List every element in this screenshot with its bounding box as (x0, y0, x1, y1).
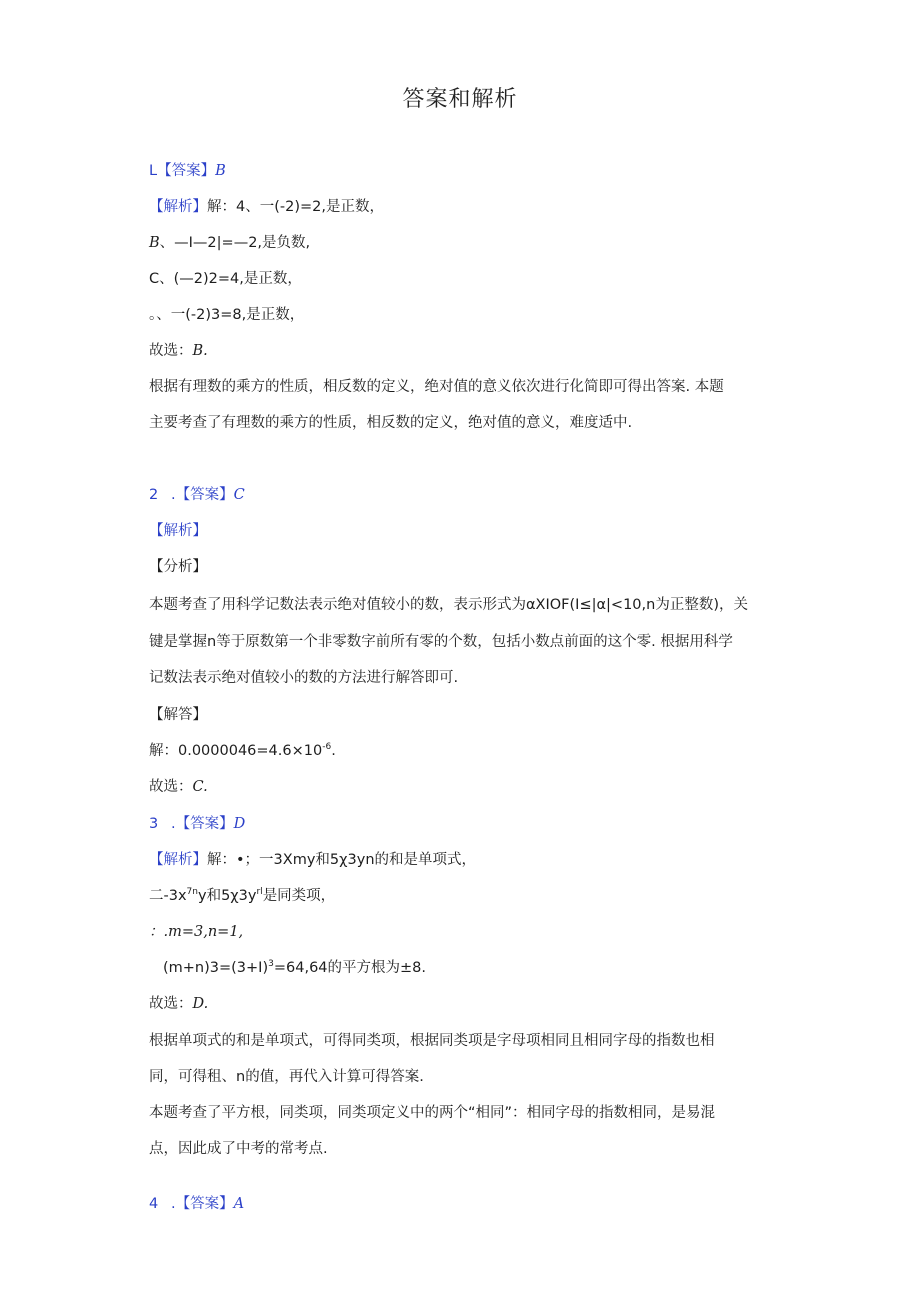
answer-3-number: 3 (149, 816, 159, 832)
analysis-3-line-2: 二$-3x^{7n}y$和$5\chi 3y^{rl}$是同类项， (149, 887, 336, 904)
explanation-3-para-3: 本题考查了平方根，同类项，同类项定义中的两个“相同”：相同字母的指数相同，是易混 (149, 1105, 716, 1121)
solution-2: 解：$0.0000046=4.6\times 10^{-6}$. (149, 742, 336, 759)
analysis-2-para-3: 记数法表示绝对值较小的数的方法进行解答即可. (149, 670, 459, 686)
analysis-1-line-3: C、(—2)2=4,是正数， (149, 271, 302, 287)
answer-2-number: 2 (149, 487, 159, 503)
analysis-1-line-1: 【解析】解：4、一(-2)=2,是正数， (149, 199, 384, 215)
answer-2-header (149, 485, 245, 505)
choice-3: 故选：D. (149, 996, 209, 1012)
explanation-3-para-2: 同，可得租、n的值，再代入计算可得答案. (149, 1069, 424, 1085)
answer-2-tag: .【答案】 (171, 487, 234, 503)
answer-3-choice: D (233, 816, 246, 832)
analysis-2-para-1: 本题考查了用科学记数法表示绝对值较小的数，表示形式为αXIOF(I≤|α|<10,n为正整数)，关 (149, 597, 748, 613)
choice-2: 故选：C. (149, 779, 208, 795)
answer-4-header (149, 1194, 244, 1214)
answer-1-number: L (149, 163, 158, 179)
analysis-2-para-2: 键是掌握n等于原数第一个非零数字前所有零的个数，包括小数点前面的这个零. 根据用科学 (149, 634, 733, 650)
explanation-1-para-2: 主要考查了有理数的乘方的性质，相反数的定义，绝对值的意义，难度适中. (149, 415, 633, 431)
answer-4-number: 4 (149, 1196, 159, 1212)
analysis-2-section-jieda: 【解答】 (149, 707, 207, 723)
explanation-3-para-1: 根据单项式的和是单项式，可得同类项，根据同类项是字母项相同且相同字母的指数也相 (149, 1033, 715, 1049)
analysis-3-line-1: 【解析】解：•；一3Xmy和5χ3yn的和是单项式， (149, 852, 477, 868)
answer-4-choice: A (233, 1196, 245, 1212)
answer-1-tag: 【答案】 (157, 163, 216, 179)
analysis-1-line-4: 。、一(-2)3=8,是正数， (149, 307, 305, 323)
answer-3-header (149, 814, 245, 834)
answer-2-choice: C (233, 487, 245, 503)
answer-3-tag: .【答案】 (171, 816, 234, 832)
analysis-1-line-2: B、—I—2|=—2,是负数, (149, 235, 311, 251)
explanation-3-para-4: 点，因此成了中考的常考点. (149, 1141, 328, 1157)
answer-4-tag: .【答案】 (171, 1196, 234, 1212)
explanation-1-para-1: 根据有理数的乘方的性质，相反数的定义，绝对值的意义依次进行化简即可得出答案. 本题 (149, 379, 724, 395)
analysis-2-tag: 【解析】 (149, 523, 207, 539)
answer-1-choice: B (215, 163, 226, 179)
analysis-3-line-3: ：.m=3,n=1, (149, 924, 244, 940)
analysis-3-line-4: $(m+n)3=(3+I)^3=64,64$的平方根为±8. (163, 959, 427, 976)
analysis-3-tag: 【解析】 (149, 852, 207, 868)
analysis-1-tag: 【解析】 (149, 199, 207, 215)
answer-1-header (149, 161, 226, 181)
analysis-2-section-fenxi: 【分析】 (149, 559, 207, 575)
choice-1: 故选：B. (149, 343, 208, 359)
page-title: 答案和解析 (402, 87, 518, 112)
